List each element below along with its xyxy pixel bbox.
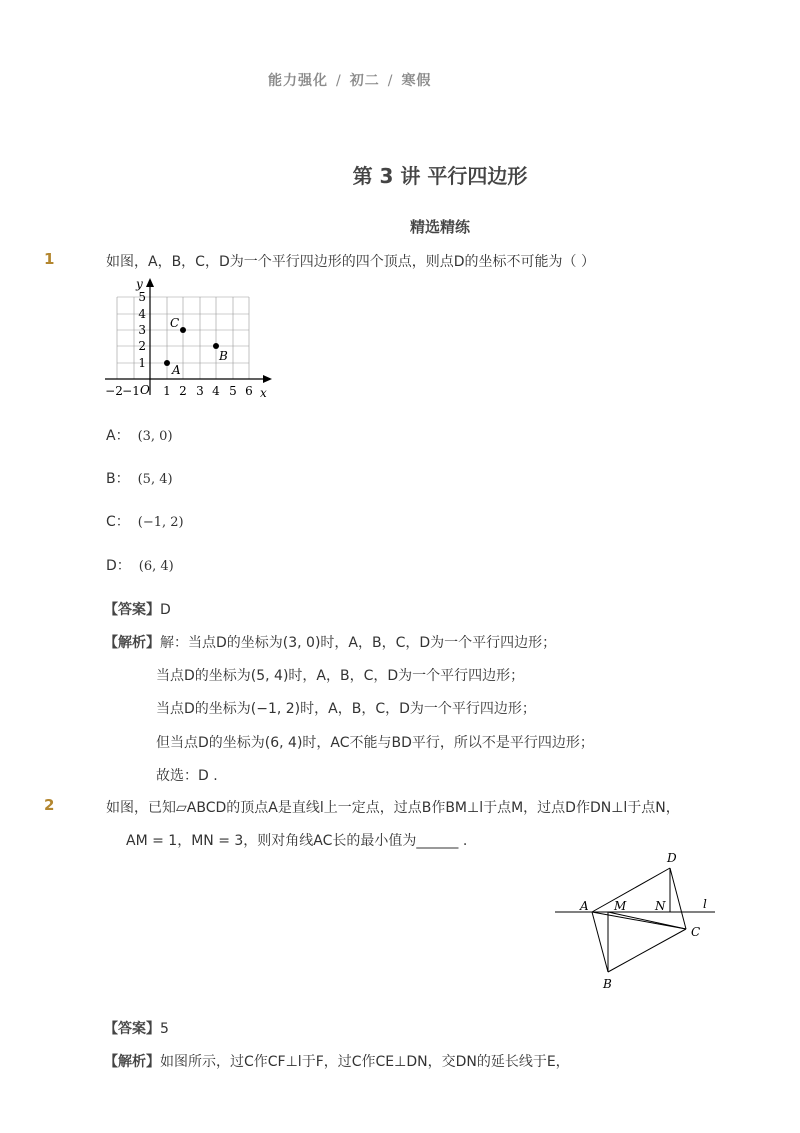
y-tick-label: 5 — [138, 290, 146, 304]
option-value: (6, 4) — [138, 559, 174, 574]
section-subtitle: 精选精练 — [409, 218, 470, 236]
answer-label: 【答案】 — [104, 602, 160, 618]
breadcrumb-item: 寒假 — [401, 73, 432, 89]
question-text: 如图，A，B，C，D为一个平行四边形的四个顶点，则点D的坐标不可能为（ ） — [106, 254, 595, 270]
x-tick-label: 1 — [163, 384, 171, 398]
breadcrumb — [268, 70, 431, 90]
x-tick-label: −2 — [105, 384, 123, 398]
auxiliary-lines — [592, 868, 686, 972]
analysis-line: 但当点D的坐标为(6, 4)时，AC不能与BD平行，所以不是平行四边形； — [156, 735, 594, 751]
y-tick-labels — [138, 290, 146, 370]
x-tick-label: −1 — [122, 384, 140, 398]
answer-row — [104, 599, 171, 619]
option-d[interactable] — [106, 555, 174, 575]
origin-label: O — [140, 383, 150, 397]
question-text: 如图，已知▱ABCD的顶点A是直线l上一定点，过点B作BM⊥l于点M，过点D作DN⊥l于点N， — [106, 800, 680, 816]
point-b-label: B — [219, 349, 228, 363]
answer-value: 5 — [160, 1021, 169, 1037]
lesson-title: 第 3 讲 平行四边形 — [352, 164, 528, 188]
option-c[interactable] — [106, 511, 184, 531]
label-b: B — [603, 977, 612, 991]
analysis-label: 【解析】 — [104, 635, 160, 651]
label-d: D — [667, 851, 677, 865]
option-label: A： — [106, 428, 130, 444]
parallelogram-figure — [550, 848, 720, 998]
point-c-label: C — [170, 316, 180, 330]
option-label: B： — [106, 471, 130, 487]
grid-lines — [117, 297, 249, 379]
option-value: (3, 0) — [137, 429, 173, 444]
y-tick-label: 4 — [138, 307, 146, 321]
analysis-line: 故选：D . — [156, 768, 218, 784]
y-tick-label: 1 — [138, 356, 146, 370]
y-axis-label: y — [136, 277, 143, 291]
option-value: (−1, 2) — [137, 515, 184, 530]
x-tick-label: 3 — [196, 384, 204, 398]
label-l: l — [703, 897, 707, 911]
point-c — [180, 327, 186, 333]
answer-row — [104, 1018, 169, 1038]
answer-label: 【答案】 — [104, 1021, 160, 1037]
label-a: A — [580, 899, 589, 913]
x-tick-label: 2 — [179, 384, 187, 398]
x-axis-label: x — [260, 386, 267, 400]
breadcrumb-item: 初二 — [349, 73, 380, 89]
analysis-label: 【解析】 — [104, 1054, 160, 1070]
x-tick-label: 4 — [212, 384, 220, 398]
question-number: 2 — [44, 796, 55, 814]
analysis-line: 如图所示，过C作CF⊥l于F，过C作CE⊥DN，交DN的延长线于E， — [160, 1054, 570, 1070]
analysis-row — [104, 632, 556, 652]
question-text: AM = 1，MN = 3，则对角线AC长的最小值为______ . — [126, 833, 468, 849]
breadcrumb-separator: / — [387, 73, 394, 89]
x-axis-arrow — [263, 375, 272, 383]
point-a — [164, 360, 170, 366]
label-c: C — [691, 925, 701, 939]
x-tick-labels — [105, 384, 253, 398]
analysis-line: 当点D的坐标为(−1, 2)时，A，B，C，D为一个平行四边形； — [156, 701, 536, 717]
option-value: (5, 4) — [137, 472, 173, 487]
analysis-row — [104, 1051, 570, 1071]
analysis-line: 解：当点D的坐标为(3, 0)时，A，B，C，D为一个平行四边形； — [160, 635, 557, 651]
x-tick-label: 6 — [245, 384, 253, 398]
option-a[interactable] — [106, 425, 173, 445]
breadcrumb-separator: / — [336, 73, 342, 89]
analysis-line: 当点D的坐标为(5, 4)时，A，B，C，D为一个平行四边形； — [156, 668, 525, 684]
y-tick-label: 2 — [138, 339, 146, 353]
label-n: N — [655, 899, 666, 913]
x-tick-label: 5 — [229, 384, 237, 398]
answer-value: D — [160, 602, 171, 618]
coordinate-grid-figure — [100, 270, 280, 405]
question-number: 1 — [44, 250, 55, 268]
option-b[interactable] — [106, 468, 173, 488]
breadcrumb-item: 能力强化 — [268, 73, 328, 89]
label-m: M — [614, 899, 627, 913]
point-a-label: A — [172, 363, 181, 377]
option-label: C： — [106, 514, 130, 530]
y-axis-arrow — [146, 278, 154, 287]
option-label: D： — [106, 558, 131, 574]
y-tick-label: 3 — [138, 323, 146, 337]
